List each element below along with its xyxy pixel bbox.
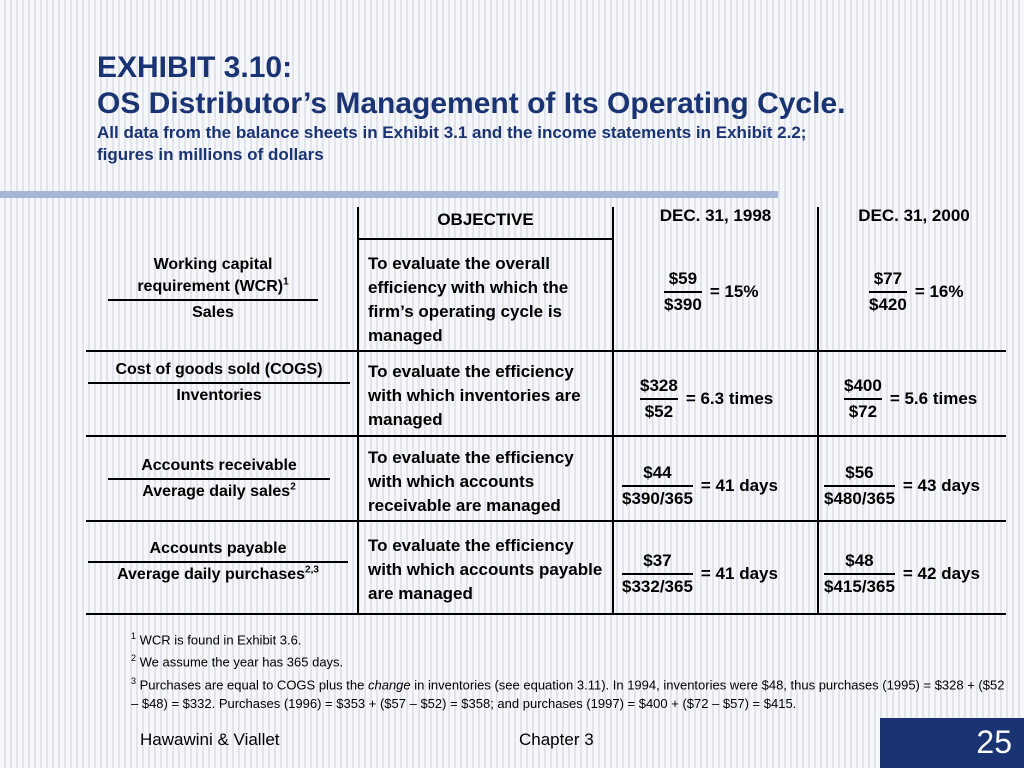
objective-left-rule xyxy=(357,207,359,615)
value-result: = 41 days xyxy=(700,564,778,583)
footnote-text: We assume the year has 365 days. xyxy=(136,654,344,670)
ratio-cogs-inventories xyxy=(88,359,350,407)
value-denominator: $52 xyxy=(644,402,674,421)
exhibit-title: OS Distributor’s Management of Its Operating Cycle. xyxy=(97,87,846,120)
value-2000 xyxy=(824,462,980,510)
ratio-denominator-text: Inventories xyxy=(176,387,262,404)
value-numerator: $56 xyxy=(845,463,874,482)
footnote-ref: 1 xyxy=(283,276,289,288)
ratio-denominator-text: Average daily sales xyxy=(142,483,291,500)
page-number-box xyxy=(880,718,1024,768)
value-numerator: $77 xyxy=(873,269,903,288)
fraction-bar xyxy=(622,573,693,575)
fraction-bar xyxy=(88,561,348,563)
value-denominator: $332/365 xyxy=(622,577,693,596)
value-result: = 6.3 times xyxy=(685,389,774,408)
ratio-denominator-text: Average daily purchases xyxy=(117,566,306,583)
header-objective: OBJECTIVE xyxy=(437,210,534,229)
footnote-text: Purchases are equal to COGS plus the xyxy=(136,676,368,692)
header-underline xyxy=(357,238,613,240)
footnote-3 xyxy=(131,672,1011,713)
ratio-numerator xyxy=(148,538,289,560)
ratio-denominator xyxy=(117,564,319,586)
ratio-ar-daily-sales xyxy=(108,455,330,503)
objective-text: To evaluate the efficiency with which inventories are managed xyxy=(368,362,581,429)
footnote-marker: 1 xyxy=(131,631,137,641)
value-2000 xyxy=(844,375,977,423)
value-denominator: $72 xyxy=(848,402,878,421)
col1998-left-rule xyxy=(612,207,614,615)
value-1998 xyxy=(640,375,773,423)
footnote-marker: 3 xyxy=(131,675,137,686)
footnote-ref: 2 xyxy=(290,481,296,493)
ratio-ap-daily-purchases xyxy=(88,538,348,586)
exhibit-subtitle-2: figures in millions of dollars xyxy=(97,145,324,164)
row-divider-3 xyxy=(86,520,1006,522)
footer-chapter: Chapter 3 xyxy=(519,730,594,749)
value-denominator: $390 xyxy=(664,295,702,314)
fraction-bar xyxy=(824,573,895,575)
row-divider-2 xyxy=(86,435,1006,437)
value-1998 xyxy=(622,462,778,510)
value-numerator: $400 xyxy=(844,376,882,395)
value-denominator: $390/365 xyxy=(622,489,693,508)
page-number: 25 xyxy=(976,724,1012,760)
fraction-bar xyxy=(869,291,907,293)
ratio-denominator xyxy=(142,481,296,503)
value-2000 xyxy=(824,550,980,598)
value-denominator: $480/365 xyxy=(824,489,895,508)
footnote-1 xyxy=(131,627,1011,649)
objective-text: To evaluate the efficiency with which accounts payable are managed xyxy=(368,536,603,603)
value-result: = 42 days xyxy=(902,564,980,583)
row-divider-1 xyxy=(86,350,1006,352)
fraction-bar xyxy=(88,382,350,384)
value-result: = 41 days xyxy=(700,476,778,495)
ratio-numerator xyxy=(113,359,324,381)
value-denominator: $415/365 xyxy=(824,577,895,596)
footnote-2 xyxy=(131,649,1011,671)
footnote-marker: 2 xyxy=(131,653,137,664)
footnote-emphasis: change xyxy=(367,676,411,692)
fraction-bar xyxy=(824,485,895,487)
ratio-numerator-text: Accounts receivable xyxy=(141,457,297,474)
value-2000 xyxy=(869,268,964,316)
fraction-bar xyxy=(844,398,882,400)
table-bottom-rule xyxy=(86,613,1006,615)
value-numerator: $48 xyxy=(845,551,874,570)
ratio-wcr-sales xyxy=(108,254,318,324)
value-numerator: $44 xyxy=(643,463,672,482)
fraction-bar xyxy=(108,299,318,301)
ratio-denominator-text: Sales xyxy=(192,304,234,321)
objective-text: To evaluate the efficiency with which accounts receivable are managed xyxy=(368,448,574,515)
ratio-numerator-text: Accounts payable xyxy=(149,540,287,557)
ratio-numerator xyxy=(108,254,318,298)
value-numerator: $37 xyxy=(643,551,672,570)
value-result: = 5.6 times xyxy=(889,389,978,408)
ratio-numerator-text: Working capital requirement (WCR) xyxy=(137,256,284,295)
value-result: = 43 days xyxy=(902,476,980,495)
exhibit-number: EXHIBIT 3.10: xyxy=(97,51,293,84)
ratio-denominator xyxy=(176,385,261,407)
exhibit-subtitle-1: All data from the balance sheets in Exhibit 3.1 and the income statements in Exhibit 2.2; xyxy=(97,123,807,142)
fraction-bar xyxy=(108,478,330,480)
header-dec-1998: DEC. 31, 1998 xyxy=(659,206,772,225)
fraction-bar xyxy=(640,398,678,400)
footnote-text: in inventories (see equation 3.11). In 1994, inventories were $48, thus purchases (1995) = $328 + ($52 – $48) = $332. Purchases (1996) = $353 + ($57 – $52) = $358; and purchases (1997) = $400 + ($72 – $57) = $415. xyxy=(131,676,1005,711)
footnote-text: WCR is found in Exhibit 3.6. xyxy=(136,632,302,648)
ratio-numerator-text: Cost of goods sold (COGS) xyxy=(115,361,323,378)
ratio-numerator xyxy=(139,455,299,477)
value-result: = 16% xyxy=(914,282,964,301)
header-dec-2000: DEC. 31, 2000 xyxy=(858,206,970,225)
value-1998 xyxy=(622,550,778,598)
ratio-denominator xyxy=(192,302,234,324)
footer-author: Hawawini & Viallet xyxy=(140,730,280,749)
value-1998 xyxy=(664,268,759,316)
fraction-bar xyxy=(664,291,702,293)
footnotes xyxy=(131,627,1011,713)
footnote-ref: 2,3 xyxy=(305,564,319,576)
value-numerator: $328 xyxy=(640,376,678,395)
value-numerator: $59 xyxy=(668,269,698,288)
slide-title xyxy=(97,50,997,166)
fraction-bar xyxy=(622,485,693,487)
accent-bar xyxy=(0,191,778,198)
value-denominator: $420 xyxy=(869,295,907,314)
objective-text: To evaluate the overall efficiency with which the firm’s operating cycle is managed xyxy=(368,254,569,345)
col2000-left-rule xyxy=(817,207,819,615)
value-result: = 15% xyxy=(709,282,759,301)
